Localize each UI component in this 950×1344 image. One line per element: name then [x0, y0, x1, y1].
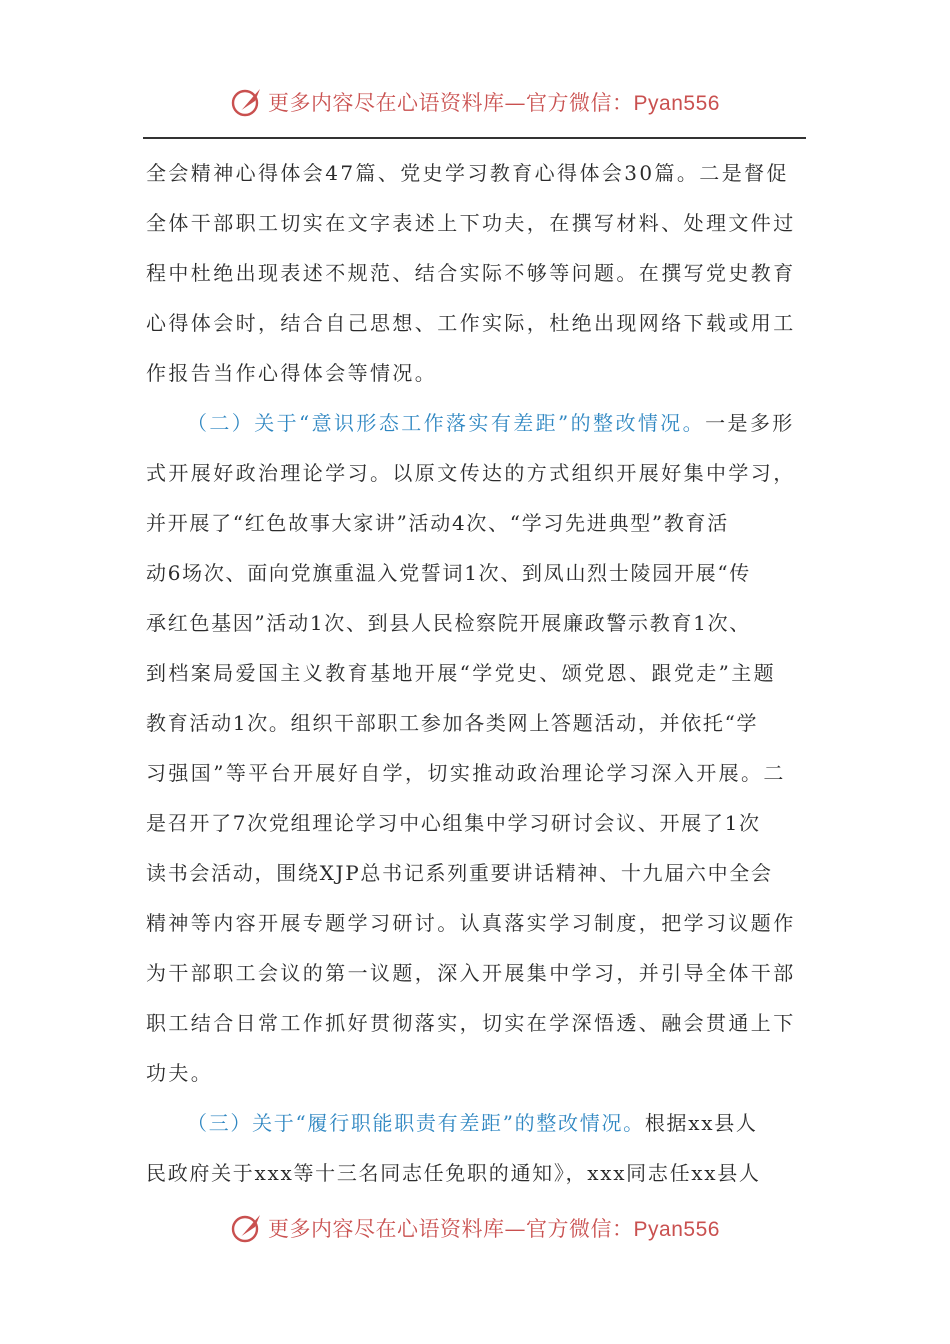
body-line: 为干部职工会议的第一议题，深入开展集中学习，并引导全体干部 — [146, 961, 796, 985]
body-line: 民政府关于xxx等十三名同志任免职的通知》，xxx同志任xx县人 — [146, 1161, 761, 1185]
body-line: 动6场次、面向党旗重温入党誓词1次、到凤山烈士陵园开展“传 — [146, 561, 751, 585]
quill-logo-icon — [230, 85, 264, 119]
body-line: 作报告当作心得体会等情况。 — [146, 361, 438, 385]
body-line: 习强国”等平台开展好自学，切实推动政治理论学习深入开展。二 — [146, 761, 786, 785]
body-line: 并开展了“红色故事大家讲”活动4次、“学习先进典型”教育活 — [146, 511, 729, 535]
footer-banner-text: 更多内容尽在心语资料库—官方微信：Pyan556 — [268, 1217, 720, 1241]
wechat-id: Pyan556 — [633, 92, 720, 115]
header-banner-text: 更多内容尽在心语资料库—官方微信：Pyan556 — [268, 91, 720, 115]
section-heading: （三）关于“履行职能职责有差距”的整改情况。 — [187, 1111, 645, 1135]
body-line: 是召开了7次党组理论学习中心组集中学习研讨会议、开展了1次 — [146, 811, 761, 835]
header-divider — [143, 137, 806, 139]
section-heading-line: （二）关于“意识形态工作落实有差距”的整改情况。一是多形 — [187, 411, 795, 435]
header-banner — [0, 82, 950, 122]
body-line: 心得体会时，结合自己思想、工作实际，杜绝出现网络下载或用工 — [146, 311, 796, 335]
body-line: 功夫。 — [146, 1061, 214, 1085]
body-line: 教育活动1次。组织干部职工参加各类网上答题活动，并依托“学 — [146, 711, 759, 735]
body-line: 式开展好政治理论学习。以原文传达的方式组织开展好集中学习， — [146, 461, 796, 485]
body-line: 全体干部职工切实在文字表述上下功夫，在撰写材料、处理文件过 — [146, 211, 796, 235]
footer-banner — [0, 1208, 950, 1248]
body-line: 程中杜绝出现表述不规范、结合实际不够等问题。在撰写党史教育 — [146, 261, 796, 285]
body-line: 全会精神心得体会47篇、党史学习教育心得体会30篇。二是督促 — [146, 161, 789, 185]
body-line: 到档案局爱国主义教育基地开展“学党史、颂党恩、跟党走”主题 — [146, 661, 777, 685]
body-line: 承红色基因”活动1次、到县人民检察院开展廉政警示教育1次、 — [146, 611, 751, 635]
section-heading: （二）关于“意识形态工作落实有差距”的整改情况。 — [187, 411, 706, 435]
document-body — [146, 148, 806, 1198]
wechat-id: Pyan556 — [633, 1218, 720, 1241]
body-line: 职工结合日常工作抓好贯彻落实，切实在学深悟透、融会贯通上下 — [146, 1011, 796, 1035]
body-line: 精神等内容开展专题学习研讨。认真落实学习制度，把学习议题作 — [146, 911, 796, 935]
body-line: 读书会活动，围绕XJP总书记系列重要讲话精神、十九届六中全会 — [146, 861, 773, 885]
section-heading-line: （三）关于“履行职能职责有差距”的整改情况。根据xx县人 — [187, 1111, 758, 1135]
quill-logo-icon — [230, 1211, 264, 1245]
